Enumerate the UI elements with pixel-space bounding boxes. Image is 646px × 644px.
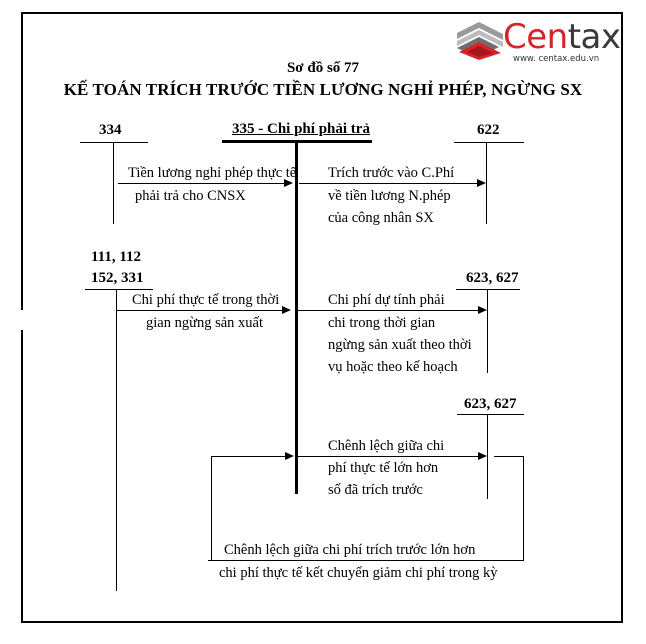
flow-335-623-2-label-3: số đã trích trước — [328, 482, 423, 498]
centax-wordmark: Centax — [503, 17, 621, 57]
flow-111-335-label-2: gian ngừng sản xuất — [146, 315, 263, 331]
loop-left-vertical — [211, 456, 212, 560]
frame-left-edge-top — [21, 12, 23, 310]
flow-335-622-label-1: Trích trước vào C.Phí — [328, 165, 455, 181]
flow-335-623-label-3: ngừng sản xuất theo thời — [328, 337, 472, 353]
account-623-t-stem — [487, 289, 488, 373]
arrow-right-icon — [478, 452, 487, 460]
account-334-label: 334 — [99, 122, 122, 138]
arrow-right-icon — [477, 179, 486, 187]
loop-right-top-line — [494, 456, 524, 457]
flow-334-335-label-2: phải trả cho CNSX — [135, 188, 246, 204]
flow-335-623-label-1: Chi phí dự tính phải — [328, 292, 445, 308]
flow-111-335-label-1: Chi phí thực tế trong thời — [132, 292, 280, 308]
loop-left-top-line — [211, 456, 286, 457]
account-334-t-top — [80, 142, 148, 143]
loop-right-vertical — [523, 456, 524, 560]
account-623-2-t-top — [457, 414, 524, 415]
loop-label-2: chi phí thực tế kết chuyển giảm chi phí trong kỳ — [219, 565, 498, 581]
diagram-number: Sơ đồ số 77 — [286, 60, 360, 76]
account-622-t-stem — [486, 142, 487, 224]
account-334-t-stem — [113, 142, 114, 224]
account-152-331-label: 152, 331 — [91, 270, 144, 286]
arrow-right-icon — [282, 306, 291, 314]
centax-url: www. centax.edu.vn — [513, 54, 600, 64]
loop-label-1: Chênh lệch giữa chi phí trích trước lớn hơn — [224, 542, 476, 558]
frame-left-edge-bottom — [21, 330, 23, 623]
arrow-right-icon — [285, 452, 294, 460]
flow-334-335-label-1: Tiền lương nghỉ phép thực tế — [128, 165, 297, 181]
account-335-t-stem — [295, 140, 298, 494]
diagram-title: KẾ TOÁN TRÍCH TRƯỚC TIỀN LƯƠNG NGHỈ PHÉP, NGỪNG SX — [63, 80, 583, 99]
flow-335-623-label-2: chi trong thời gian — [328, 315, 436, 331]
flow-335-623-label-4: vụ hoặc theo kế hoạch — [328, 359, 458, 375]
account-623-t-top — [456, 289, 520, 290]
account-623-627-label-2: 623, 627 — [464, 396, 517, 412]
account-623-2-t-stem — [487, 414, 488, 499]
centax-logo-icon — [453, 20, 505, 60]
account-622-t-top — [454, 142, 524, 143]
flow-335-622-label-2: về tiền lương N.phép — [328, 188, 451, 204]
account-111-t-stem — [116, 289, 117, 591]
diagram-frame — [21, 12, 623, 623]
arrow-right-icon — [478, 306, 487, 314]
account-623-627-label: 623, 627 — [466, 270, 519, 286]
account-622-label: 622 — [477, 122, 500, 138]
flow-335-623-2-label-2: phí thực tế lớn hơn — [328, 460, 439, 476]
flow-335-622-label-3: của công nhân SX — [328, 210, 434, 226]
account-335-label: 335 - Chi phí phải trả — [232, 121, 370, 137]
account-111-112-label: 111, 112 — [91, 249, 142, 265]
flow-335-623-2-label-1: Chênh lệch giữa chi — [328, 438, 445, 454]
